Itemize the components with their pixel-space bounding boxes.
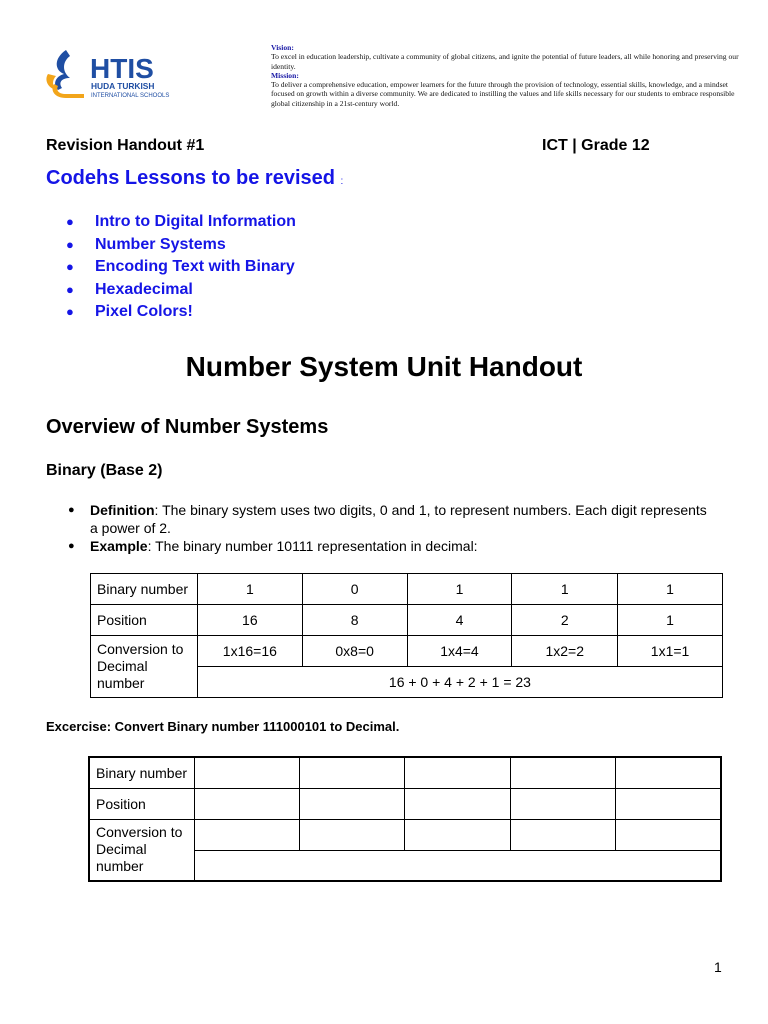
list-item: [68, 501, 718, 537]
mission-label: Mission:: [271, 70, 299, 80]
answer-cell[interactable]: [194, 757, 299, 788]
table-cell: 1x4=4: [407, 636, 512, 667]
definition-label: Definition: [90, 502, 155, 518]
table-cell: 1: [618, 574, 723, 605]
table-cell: 0: [302, 574, 407, 605]
table-cell: 2: [512, 605, 618, 636]
list-item: ● Intro to Digital Information: [66, 211, 296, 234]
bullet-icon: ●: [66, 259, 74, 274]
table-row: [91, 636, 723, 667]
answer-cell[interactable]: [194, 788, 299, 819]
svg-text:HTIS: HTIS: [90, 53, 154, 84]
row-label: Conversion to Decimal number: [91, 636, 198, 698]
list-item: [68, 537, 718, 555]
answer-cell[interactable]: [616, 788, 721, 819]
answer-cell[interactable]: [300, 788, 405, 819]
exercise-table: [88, 756, 722, 882]
answer-cell[interactable]: [405, 757, 510, 788]
table-cell: 1: [512, 574, 618, 605]
answer-cell[interactable]: [405, 788, 510, 819]
answer-cell[interactable]: [405, 819, 510, 850]
answer-cell[interactable]: [300, 757, 405, 788]
bullet-icon: ●: [66, 214, 74, 229]
row-label: Position: [91, 605, 198, 636]
answer-cell[interactable]: [510, 757, 615, 788]
table-cell: 8: [302, 605, 407, 636]
bullet-icon: ●: [66, 304, 74, 319]
list-item: ● Encoding Text with Binary: [66, 256, 296, 279]
svg-text:HUDA TURKISH: HUDA TURKISH: [91, 81, 155, 91]
table-row: [91, 605, 723, 636]
binary-bullets: [68, 501, 718, 555]
answer-cell[interactable]: [510, 788, 615, 819]
overview-heading: Overview of Number Systems: [46, 416, 329, 438]
lessons-heading: [46, 167, 343, 190]
definition-text: : The binary system uses two digits, 0 and 1, to represent numbers. Each digit represents a power of 2.: [90, 502, 707, 536]
subject-grade: ICT | Grade 12: [542, 137, 650, 154]
bullet-icon: ●: [68, 504, 75, 516]
table-row: [89, 819, 721, 850]
row-label: Binary number: [89, 757, 194, 788]
vision-text: To excel in education leadership, cultivate a community of global citizens, and ignite the potential of future leaders, all while honoring and preserving our identity.: [271, 52, 739, 71]
bullet-icon: ●: [66, 281, 74, 297]
exercise-prompt: Excercise: Convert Binary number 111000101 to Decimal.: [46, 719, 400, 734]
table-cell: 1x1=1: [618, 636, 723, 667]
table-cell: 1: [618, 605, 723, 636]
list-item: ● Pixel Colors!: [66, 301, 296, 324]
page-title: Number System Unit Handout: [185, 351, 583, 382]
lessons-heading-text: Codehs Lessons to be revised: [46, 167, 335, 189]
row-label: Position: [89, 788, 194, 819]
vision-label: Vision:: [271, 43, 294, 52]
table-cell: 1x2=2: [512, 636, 618, 667]
binary-heading: Binary (Base 2): [46, 462, 163, 479]
table-cell: 16: [197, 605, 302, 636]
table-row: [89, 788, 721, 819]
table-cell: 1: [407, 574, 512, 605]
mission-text: To deliver a comprehensive education, empower learners for the future through the provision of technology, essential skills, knowledge, and a mindset focused on growth within a diverse community. We are dedicated to instilling the values and life skills necessary for our students to embrace responsible global citizenship in a 21st-century world.: [271, 80, 735, 108]
school-logo: [44, 44, 204, 104]
bullet-icon: ●: [66, 236, 74, 252]
answer-cell[interactable]: [510, 819, 615, 850]
svg-text:INTERNATIONAL SCHOOLS: INTERNATIONAL SCHOOLS: [91, 93, 170, 99]
answer-cell[interactable]: [616, 819, 721, 850]
table-cell: 4: [407, 605, 512, 636]
page-number: 1: [714, 959, 722, 975]
row-label: Conversion to Decimal number: [89, 819, 194, 881]
table-cell: 1x16=16: [197, 636, 302, 667]
vision-mission-block: [271, 43, 747, 108]
answer-cell[interactable]: [616, 757, 721, 788]
bullet-icon: ●: [68, 540, 75, 552]
lessons-list: [66, 211, 296, 324]
binary-example-table: [90, 573, 723, 698]
answer-cell[interactable]: [194, 819, 299, 850]
list-item: ● Number Systems: [66, 234, 296, 257]
lessons-heading-colon: :: [340, 176, 344, 187]
htis-logo-icon: [44, 44, 204, 104]
row-label: Binary number: [91, 574, 198, 605]
list-item: ● Hexadecimal: [66, 279, 296, 302]
sum-cell: 16 + 0 + 4 + 2 + 1 = 23: [197, 667, 722, 698]
table-cell: 0x8=0: [302, 636, 407, 667]
table-row: [89, 757, 721, 788]
example-text: : The binary number 10111 representation in decimal:: [147, 538, 478, 554]
example-label: Example: [90, 538, 148, 554]
table-row: [91, 574, 723, 605]
answer-cell[interactable]: [300, 819, 405, 850]
answer-sum-cell[interactable]: [194, 850, 721, 881]
handout-title: Revision Handout #1: [46, 137, 205, 154]
table-cell: 1: [197, 574, 302, 605]
